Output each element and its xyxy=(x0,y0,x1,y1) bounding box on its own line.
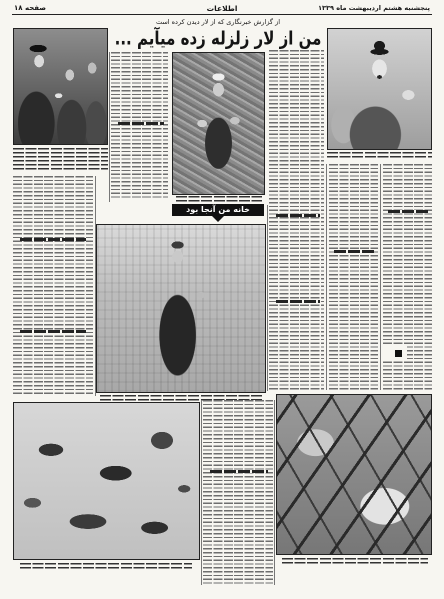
article-subhead xyxy=(388,210,428,213)
column-rule xyxy=(201,400,202,585)
photo-officials xyxy=(13,28,108,145)
photo-old-man xyxy=(172,52,265,195)
photo-child xyxy=(96,224,266,393)
down-arrow-icon xyxy=(212,216,224,222)
article-subhead xyxy=(210,470,268,473)
headline: من از لار زلزله زده میآیم ... xyxy=(114,26,322,50)
photo-salvaged-belongings xyxy=(13,402,200,560)
paper-name: اطلاعات xyxy=(206,4,238,13)
page-number: صفحه ۱۸ xyxy=(14,4,47,12)
article-subhead xyxy=(20,330,86,333)
column-rule xyxy=(380,164,381,390)
header-rule xyxy=(12,14,432,15)
article-text-column xyxy=(203,400,273,585)
section-marker xyxy=(395,350,402,357)
issue-date: پنجشنبه هشتم اردیبهشت ماه ۱۳۳۹ xyxy=(318,4,430,12)
column-rule xyxy=(267,205,268,391)
article-text-column xyxy=(329,164,378,390)
column-rule xyxy=(274,400,275,585)
photo-caption-rubble xyxy=(282,558,428,565)
column-rule xyxy=(109,52,110,202)
headline-kicker: از گزارش خبرنگاری که از لار دیدن کرده است xyxy=(155,18,281,26)
article-subhead xyxy=(276,300,320,303)
article-subhead xyxy=(20,238,86,241)
photo-caption-belongings xyxy=(20,563,192,570)
photo-rubble xyxy=(276,394,432,555)
column-rule xyxy=(95,176,96,396)
article-text-column xyxy=(111,52,168,200)
photo-caption-man-in-hat xyxy=(327,152,432,160)
article-subhead xyxy=(276,214,320,217)
photo-man-in-hat xyxy=(327,28,432,150)
article-subhead xyxy=(334,250,374,253)
article-subhead xyxy=(118,122,164,125)
photo-caption-officials xyxy=(13,148,108,172)
photo-caption-old-man xyxy=(176,196,262,202)
article-text-column xyxy=(269,50,324,390)
arrow-banner: خانه من آنجا بود xyxy=(172,204,264,216)
column-rule xyxy=(326,164,327,390)
article-text-column xyxy=(13,176,93,396)
